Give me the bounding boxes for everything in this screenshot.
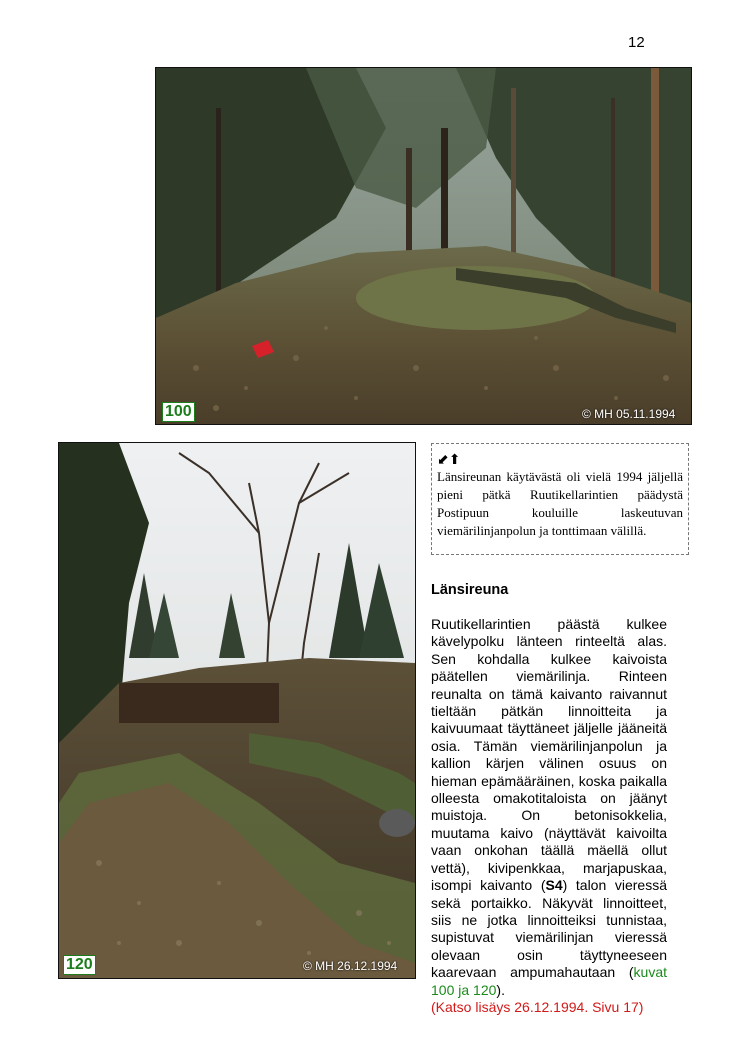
photo-copyright: © MH 05.11.1994 bbox=[582, 407, 676, 421]
trench-slope-illustration bbox=[59, 443, 415, 978]
photo-reference-link[interactable]: kuvat 100 ja 120 bbox=[431, 964, 667, 998]
forest-trench-illustration bbox=[156, 68, 691, 424]
photo-copyright: © MH 26.12.1994 bbox=[303, 959, 398, 973]
body-text-bold: S4 bbox=[545, 877, 563, 894]
photo-trench-slope bbox=[58, 442, 416, 979]
body-text-part: ). bbox=[496, 981, 505, 998]
photo-number-label: 120 bbox=[63, 955, 96, 975]
caption-text: Länsireunan käytävästä oli vielä 1994 jäljellä pieni pätkä Ruutikellarintien päädystä Postipuun kouluille laskeutuvan viemärilinjanpolun ja tonttimaan välillä. bbox=[437, 469, 683, 538]
section-heading: Länsireuna bbox=[431, 582, 509, 598]
section-body-text bbox=[431, 616, 667, 1016]
page-number: 12 bbox=[628, 34, 645, 51]
direction-arrows-icon: ⬋⬆ bbox=[437, 452, 461, 468]
addendum-note: (Katso lisäys 26.12.1994. Sivu 17) bbox=[431, 998, 644, 1015]
photo-forest-trench bbox=[155, 67, 692, 425]
body-text-part: Ruutikellarintien päästä kulkee kävelypolku länteen rinteeltä alas. Sen kohdalla kulkee kaivoista päätellen viemärilinja. Rinteen reunalta on tämä kaivanto raivannut tieltään pätkän linnoitteita ja kaivuumaat täyttäneet jäljelle jääneitä osia. Tämän viemärilinjanpolun ja kallion kärjen välinen osuus on hieman epämääräinen, koska paikalla olleesta omakotitaloista on jäänyt muistoja. On betonisokkelia, muutama kaivo (näyttävät kaivoilta vaan onkohan täällä mäellä ollut vettä), kivipenkkaa, marjapuskaa, isompi kaivanto ( bbox=[431, 616, 667, 894]
body-text-part: ) talon vieressä sekä portaikko. Näkyvät linnoitteet, siis ne jotka linnoitteiksi tunnistaa, supistuvat viemärilinjan vieressä olevaan osin täyttyneeseen kaarevaan ampumahautaan ( bbox=[431, 877, 668, 981]
photo-number-label: 100 bbox=[162, 402, 195, 422]
photo-caption-box bbox=[431, 443, 689, 555]
